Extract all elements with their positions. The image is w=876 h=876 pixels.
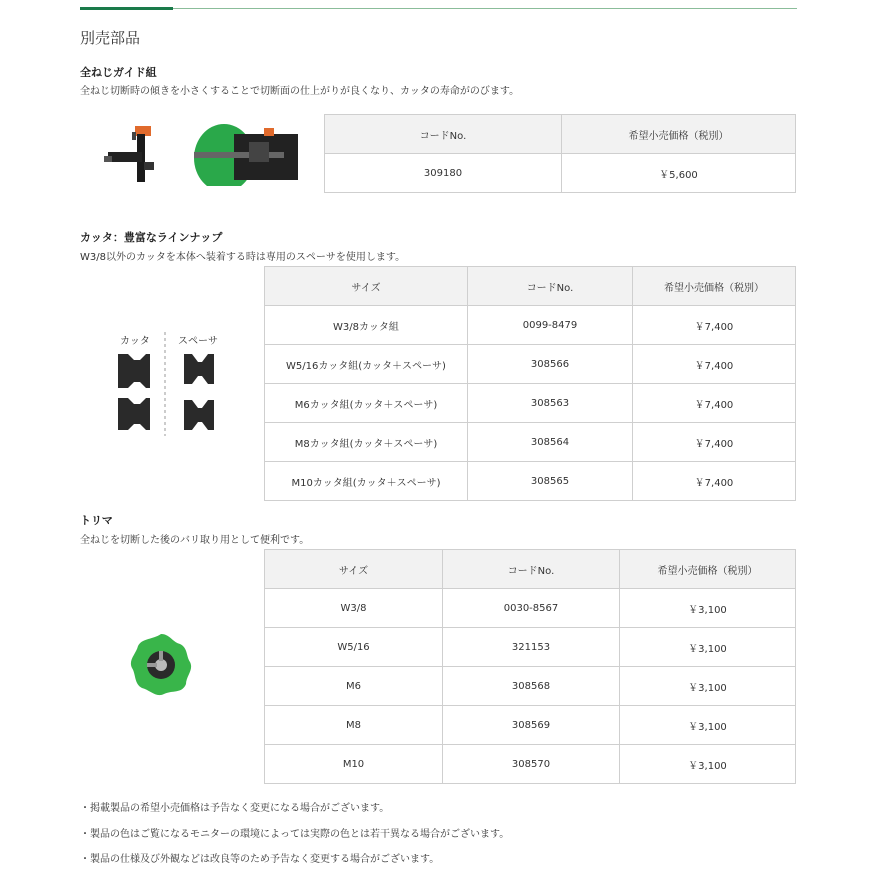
cutter-code: 308565 bbox=[468, 462, 633, 501]
cutter-size: M6カッタ組(カッタ＋スペーサ) bbox=[265, 384, 468, 423]
trimmer-header-size: サイズ bbox=[265, 550, 443, 589]
cutter-code: 308564 bbox=[468, 423, 633, 462]
table-row bbox=[265, 706, 796, 745]
note-spec: ・製品の仕様及び外観などは改良等のため予告なく変更する場合がございます。 bbox=[80, 854, 440, 865]
table-row bbox=[265, 384, 796, 423]
table-row bbox=[265, 745, 796, 784]
trimmer-code: 308570 bbox=[443, 745, 620, 784]
cutter-price: ￥7,400 bbox=[633, 423, 796, 462]
guide-header-code: コードNo. bbox=[325, 115, 562, 154]
cutter-price: ￥7,400 bbox=[633, 462, 796, 501]
guide-desc: 全ねじ切断時の傾きを小さくすることで切断面の仕上がりが良くなり、カッタの寿命がのびます。 bbox=[80, 86, 520, 97]
trimmer-header-price: 希望小売価格（税別） bbox=[620, 550, 796, 589]
trimmer-size: M8 bbox=[265, 706, 443, 745]
table-row bbox=[265, 462, 796, 501]
cutter-size: W5/16カッタ組(カッタ＋スペーサ) bbox=[265, 345, 468, 384]
trimmer-price: ￥3,100 bbox=[620, 589, 796, 628]
guide-part-image bbox=[100, 122, 160, 184]
guide-code: 309180 bbox=[325, 154, 562, 193]
cutter-table bbox=[264, 266, 796, 501]
cutter-spacer-image bbox=[110, 330, 222, 438]
cutter-code: 308563 bbox=[468, 384, 633, 423]
trimmer-code: 0030-8567 bbox=[443, 589, 620, 628]
trimmer-size: M6 bbox=[265, 667, 443, 706]
cutter-size: W3/8カッタ組 bbox=[265, 306, 468, 345]
cutter-header-size: サイズ bbox=[265, 267, 468, 306]
cutter-header-code: コードNo. bbox=[468, 267, 633, 306]
note-color: ・製品の色はご覧になるモニターの環境によっては実際の色とは若干異なる場合がございます。 bbox=[80, 829, 510, 840]
guide-table bbox=[324, 114, 796, 193]
table-row bbox=[265, 345, 796, 384]
trimmer-size: M10 bbox=[265, 745, 443, 784]
table-row bbox=[265, 423, 796, 462]
trimmer-price: ￥3,100 bbox=[620, 706, 796, 745]
table-row bbox=[265, 306, 796, 345]
cutter-desc: W3/8以外のカッタを本体へ装着する時は専用のスペーサを使用します。 bbox=[80, 252, 406, 263]
trimmer-size: W5/16 bbox=[265, 628, 443, 667]
trimmer-code: 308569 bbox=[443, 706, 620, 745]
guide-installed-image bbox=[194, 124, 298, 186]
trimmer-desc: 全ねじを切断した後のバリ取り用として便利です。 bbox=[80, 535, 310, 546]
cutter-size: M8カッタ組(カッタ＋スペーサ) bbox=[265, 423, 468, 462]
trimmer-price: ￥3,100 bbox=[620, 745, 796, 784]
guide-price: ￥5,600 bbox=[562, 154, 796, 193]
trimmer-title: トリマ bbox=[80, 514, 113, 527]
spacer-label: スペーサ bbox=[178, 336, 218, 347]
top-divider bbox=[80, 8, 797, 9]
cutter-header-price: 希望小売価格（税別） bbox=[633, 267, 796, 306]
cutter-price: ￥7,400 bbox=[633, 306, 796, 345]
trimmer-image bbox=[128, 632, 194, 698]
cutter-code: 308566 bbox=[468, 345, 633, 384]
cutter-price: ￥7,400 bbox=[633, 345, 796, 384]
table-row bbox=[325, 154, 796, 193]
cutter-label: カッタ bbox=[120, 336, 150, 347]
guide-header-price: 希望小売価格（税別） bbox=[562, 115, 796, 154]
note-price: ・掲載製品の希望小売価格は予告なく変更になる場合がございます。 bbox=[80, 803, 390, 814]
cutter-price: ￥7,400 bbox=[633, 384, 796, 423]
cutter-title: カッタ：豊富なラインナップ bbox=[80, 231, 223, 244]
cutter-size: M10カッタ組(カッタ＋スペーサ) bbox=[265, 462, 468, 501]
page-title: 別売部品 bbox=[80, 29, 141, 47]
trimmer-price: ￥3,100 bbox=[620, 667, 796, 706]
trimmer-table bbox=[264, 549, 796, 784]
trimmer-price: ￥3,100 bbox=[620, 628, 796, 667]
trimmer-code: 308568 bbox=[443, 667, 620, 706]
table-row bbox=[265, 628, 796, 667]
trimmer-size: W3/8 bbox=[265, 589, 443, 628]
top-divider-accent bbox=[80, 7, 173, 10]
table-row bbox=[265, 667, 796, 706]
trimmer-header-code: コードNo. bbox=[443, 550, 620, 589]
table-row bbox=[265, 589, 796, 628]
trimmer-code: 321153 bbox=[443, 628, 620, 667]
cutter-code: 0099-8479 bbox=[468, 306, 633, 345]
guide-title: 全ねじガイド組 bbox=[80, 66, 157, 79]
